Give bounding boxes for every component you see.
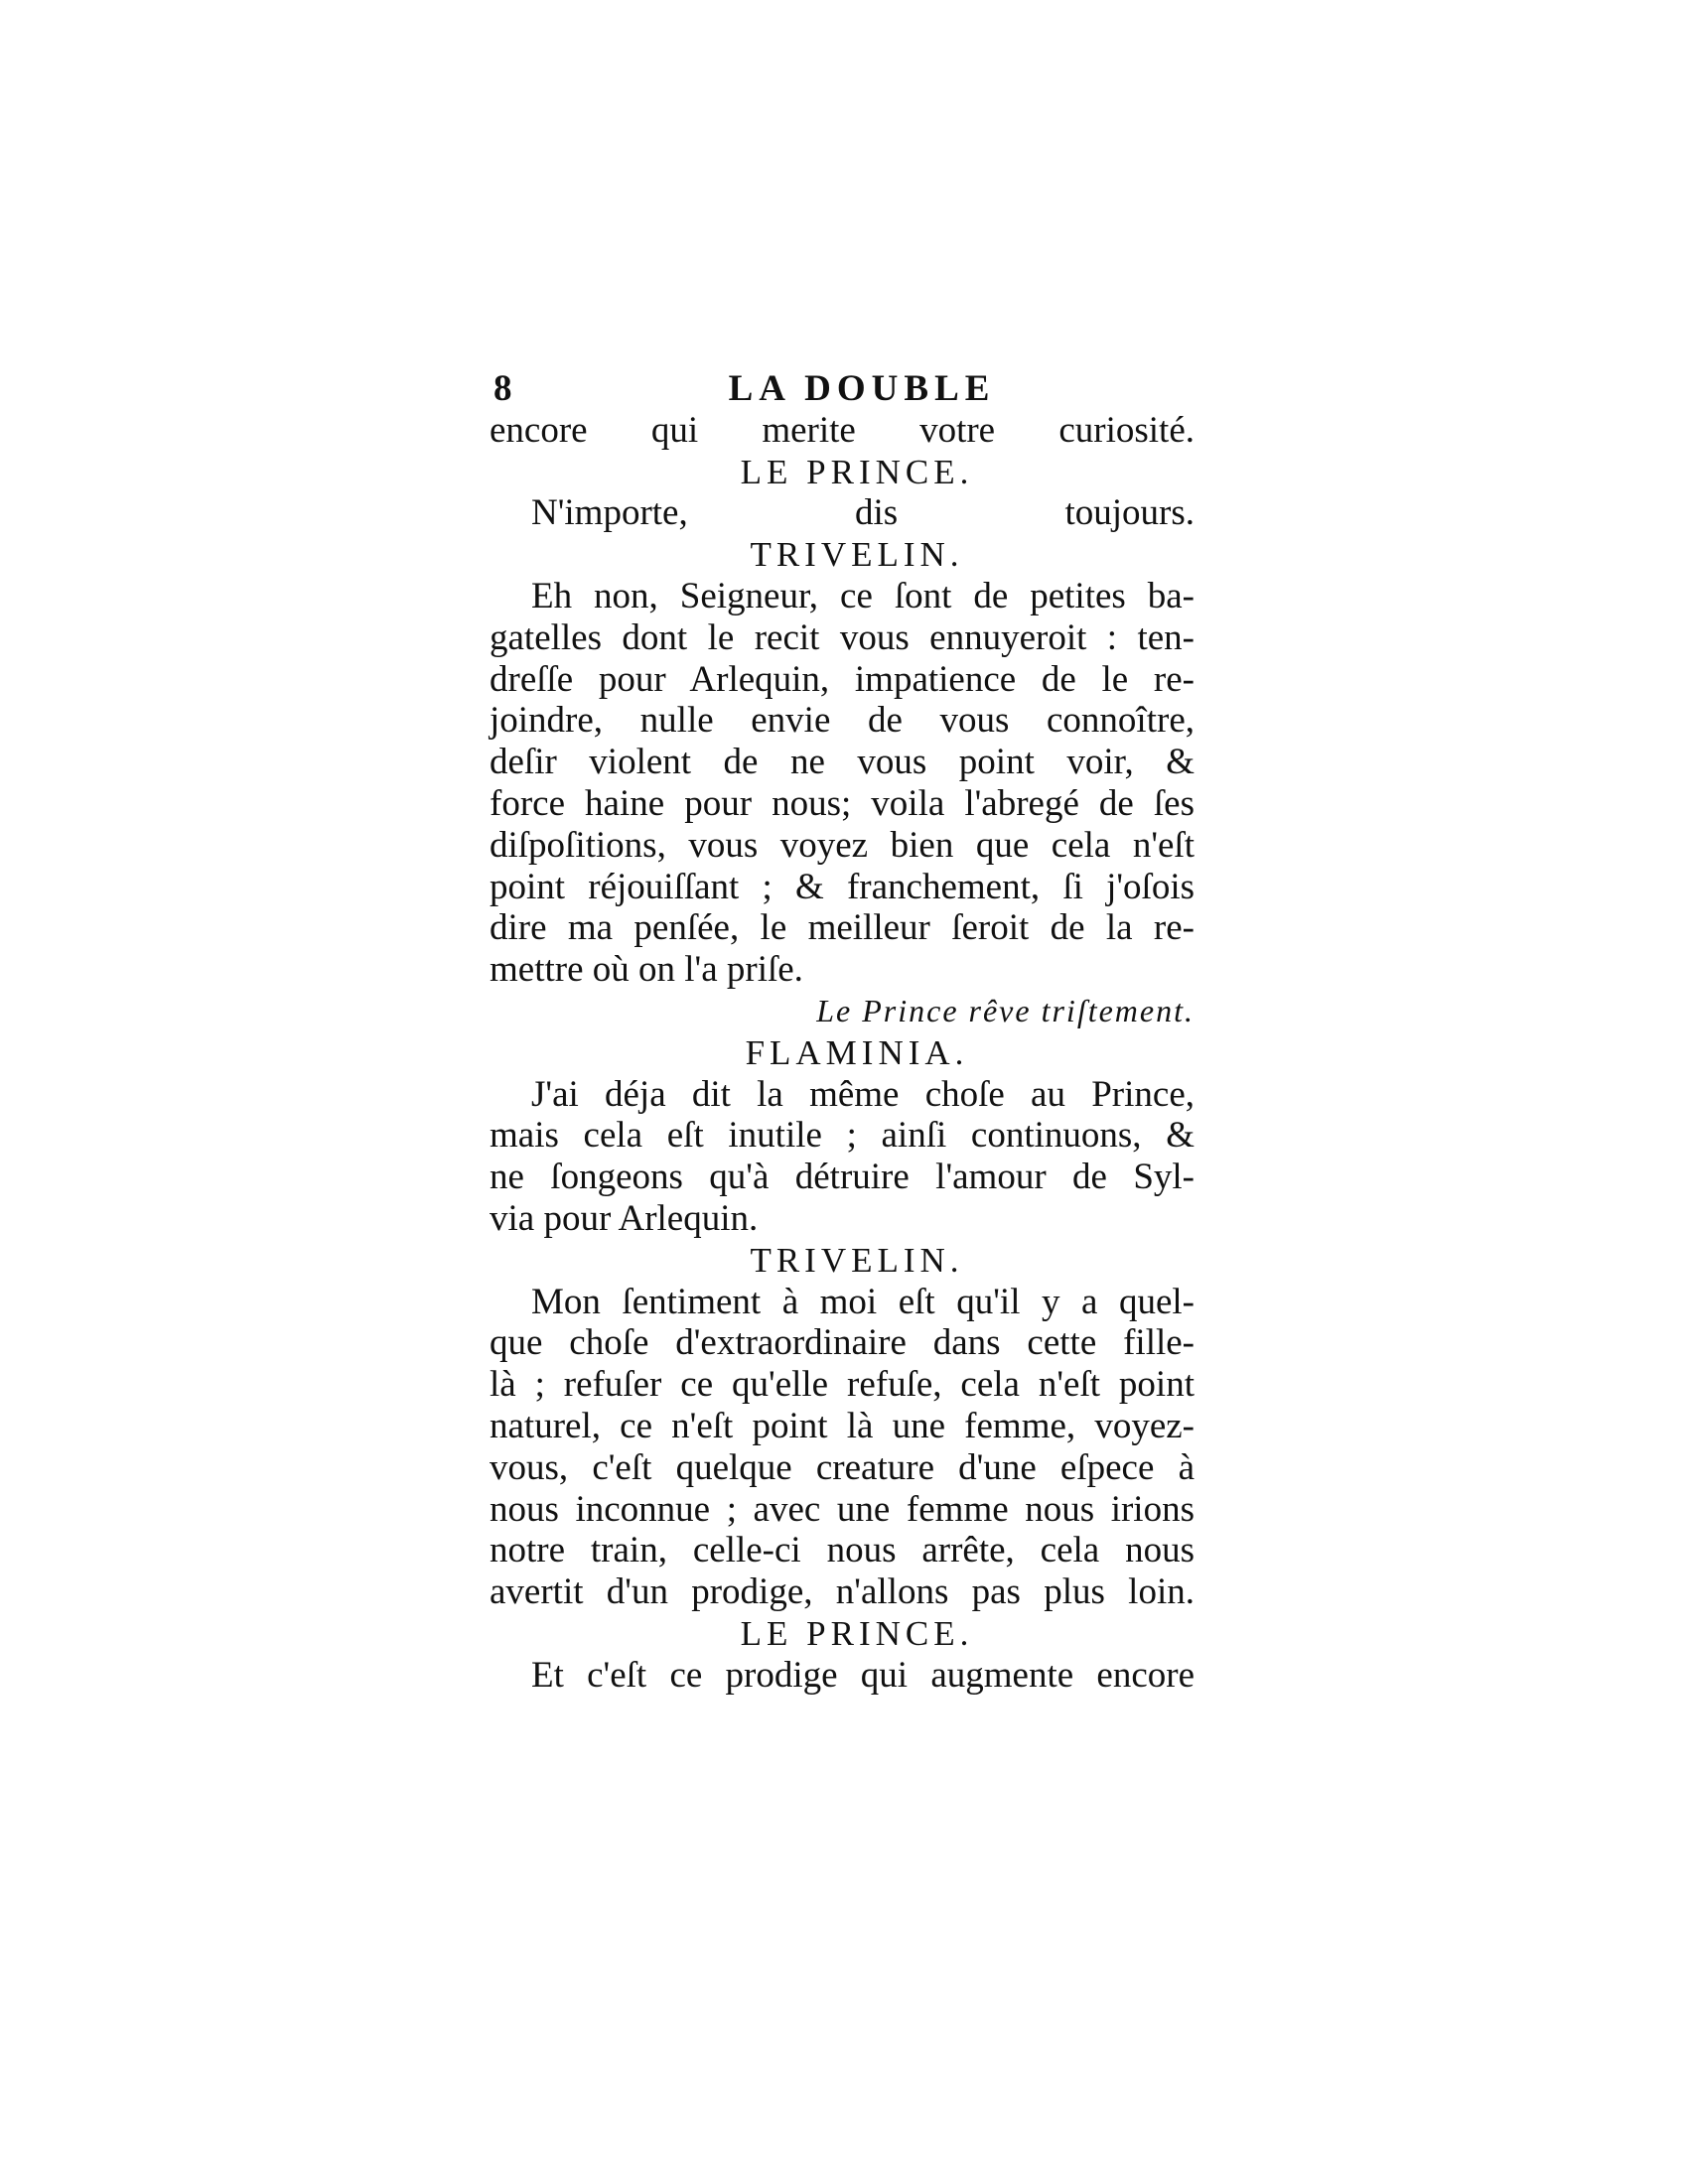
text-line: dire ma penſée, le meilleur ſeroit de la re- xyxy=(490,907,1195,949)
speaker-name: LE PRINCE. xyxy=(740,452,974,491)
running-header xyxy=(490,368,1195,410)
book-page xyxy=(490,368,1195,1697)
paragraph-first-line: Eh non, Seigneur, ce ſont de petites ba- xyxy=(531,575,1195,616)
text-line: mettre où on l'a priſe. xyxy=(490,949,803,991)
text-line: vous, c'eſt quelque creature d'une eſpece à xyxy=(490,1446,1195,1488)
text-line: nous inconnue ; avec une femme nous irions xyxy=(490,1488,1195,1530)
text-line: force haine pour nous; voila l'abregé de ſes xyxy=(490,782,1195,824)
text-line: là ; refuſer ce qu'elle refuſe, cela n'eſt point xyxy=(490,1364,1195,1406)
text-line: ne ſongeons qu'à détruire l'amour de Syl- xyxy=(490,1157,1195,1198)
text-body xyxy=(490,410,1195,1697)
text-line: notre train, celle-ci nous arrête, cela nous xyxy=(490,1530,1195,1571)
text-line: deſir violent de ne vous point voir, & xyxy=(490,742,1195,783)
paragraph-first-line: J'ai déja dit la même choſe au Prince, xyxy=(531,1073,1195,1115)
text-line: gatelles dont le recit vous ennuyeroit : ten- xyxy=(490,616,1195,658)
text-line: que choſe d'extraordinaire dans cette fille- xyxy=(490,1322,1195,1364)
text-line: joindre, nulle envie de vous connoître, xyxy=(490,700,1195,742)
speaker-name: LE PRINCE. xyxy=(740,1613,974,1653)
speaker-name: TRIVELIN. xyxy=(750,535,964,575)
text-line: mais cela eſt inutile ; ainſi continuons, & xyxy=(490,1115,1195,1157)
paragraph-first-line: Et c'eſt ce prodige qui augmente encore xyxy=(531,1654,1195,1696)
running-title: LA DOUBLE xyxy=(728,368,996,409)
text-line: dreſſe pour Arlequin, impatience de le re- xyxy=(490,658,1195,700)
text-line: encore qui merite votre curiosité. xyxy=(490,409,1195,451)
text-line: avertit d'un prodige, n'allons pas plus loin. xyxy=(490,1571,1195,1613)
speaker-name: FLAMINIA. xyxy=(745,1032,969,1072)
text-line: naturel, ce n'eſt point là une femme, voyez- xyxy=(490,1405,1195,1446)
text-line: via pour Arlequin. xyxy=(490,1197,759,1239)
text-line: point réjouiſſant ; & franchement, ſi j'oſois xyxy=(490,866,1195,907)
paragraph-first-line: N'importe, dis toujours. xyxy=(531,492,1195,534)
text-line: diſpoſitions, vous voyez bien que cela n'eſt xyxy=(490,824,1195,866)
page-number: 8 xyxy=(493,368,512,409)
paragraph-first-line: Mon ſentiment à moi eſt qu'il y a quel- xyxy=(531,1281,1195,1322)
speaker-name: TRIVELIN. xyxy=(750,1240,964,1280)
stage-direction: Le Prince rêve triſtement. xyxy=(816,992,1195,1028)
